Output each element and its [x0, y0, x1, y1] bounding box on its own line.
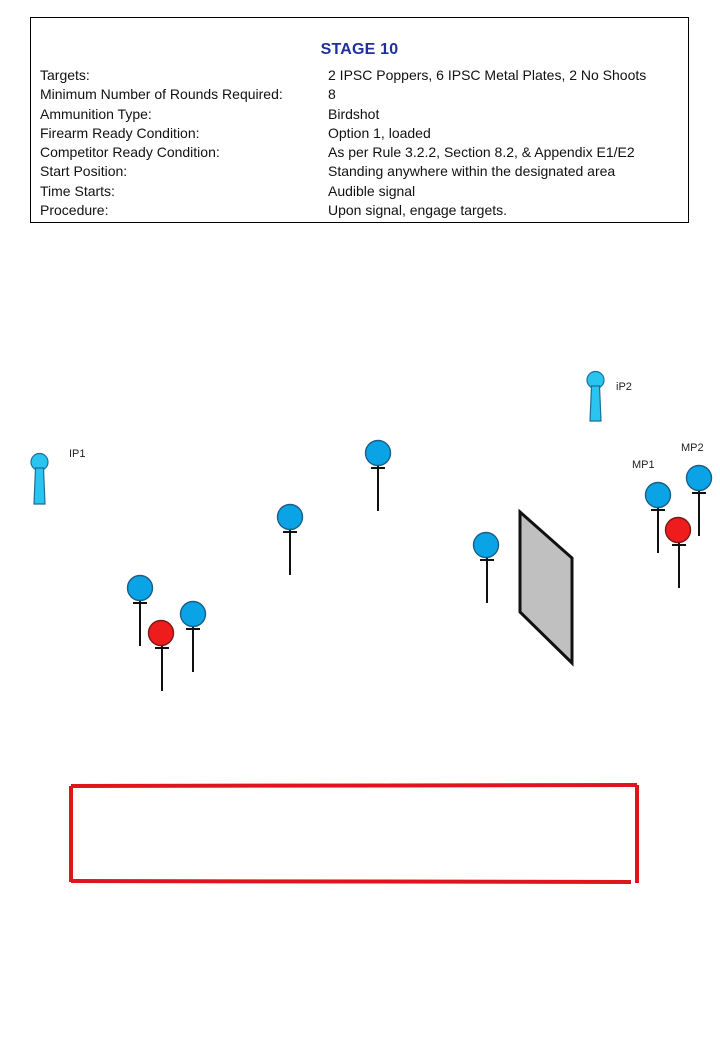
popper-ip2 [587, 372, 604, 422]
brief-label: Targets: [40, 67, 90, 83]
brief-value: Birdshot [328, 105, 380, 122]
brief-label: Time Starts: [40, 182, 115, 199]
popper-ip1 [31, 454, 48, 505]
metal-plate-mp1 [646, 483, 671, 554]
popper-body [590, 386, 601, 421]
plate-face [278, 505, 303, 530]
popper-ip2-label: iP2 [616, 381, 632, 393]
metal-plate [474, 533, 499, 604]
brief-value: Upon signal, engage targets. [328, 202, 508, 219]
barrier-wall [520, 512, 572, 663]
popper-body [34, 468, 45, 504]
mp2-label: MP2 [681, 442, 704, 454]
plate-face [687, 466, 712, 491]
brief-value: 2 IPSC Poppers, 6 IPSC Metal Plates, 2 No Shoots [328, 67, 647, 83]
plate-face [666, 518, 691, 543]
brief-value: 8 [328, 86, 336, 103]
brief-label: Start Position: [40, 163, 128, 180]
stage-title: STAGE 10 [320, 41, 399, 58]
brief-value: As per Rule 3.2.2, Section 8.2, & Appendix E1/E2 [328, 144, 635, 161]
brief-value: Audible signal [328, 182, 416, 199]
brief-value: Option 1, loaded [328, 124, 431, 141]
no-shoot-plate [666, 518, 691, 589]
plate-face [149, 621, 174, 646]
brief-label: Firearm Ready Condition: [40, 124, 200, 141]
brief-label: Minimum Number of Rounds Required: [40, 86, 283, 103]
brief-label: Procedure: [40, 202, 109, 219]
plate-face [474, 533, 499, 558]
popper-ip1-label: IP1 [69, 448, 86, 460]
start-area-top-edge [71, 785, 637, 786]
brief-label: Ammunition Type: [40, 105, 152, 122]
start-area [71, 785, 637, 883]
plate-face [181, 602, 206, 627]
plate-face [366, 441, 391, 466]
plate-face [646, 483, 671, 508]
plate-face [128, 576, 153, 601]
brief-value: Standing anywhere within the designated area [328, 163, 616, 180]
metal-plate [181, 602, 206, 673]
metal-plate [366, 441, 391, 512]
no-shoot-plate [149, 621, 174, 692]
metal-plate [278, 505, 303, 576]
mp1-label: MP1 [632, 459, 655, 471]
start-area-bottom-edge [71, 881, 631, 882]
brief-label: Competitor Ready Condition: [40, 144, 220, 161]
